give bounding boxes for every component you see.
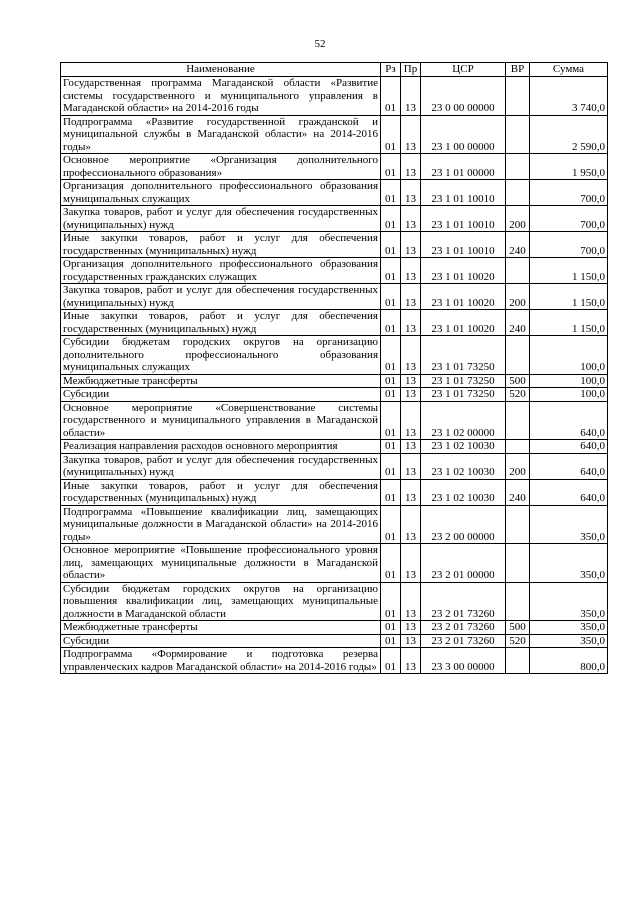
- cell-pr: 13: [401, 582, 421, 621]
- cell-name: Субсидии бюджетам городских округов на организацию повышения квалификации лиц, замещающих муниципальные должности в Магаданской области: [61, 582, 381, 621]
- cell-name: Организация дополнительного профессионального образования муниципальных служащих: [61, 180, 381, 206]
- cell-sum: 1 150,0: [530, 284, 608, 310]
- cell-vr: 200: [506, 453, 530, 479]
- cell-rz: 01: [381, 621, 401, 635]
- cell-pr: 13: [401, 180, 421, 206]
- cell-name: Иные закупки товаров, работ и услуг для обеспечения государственных (муниципальных) нужд: [61, 232, 381, 258]
- cell-pr: 13: [401, 206, 421, 232]
- cell-rz: 01: [381, 258, 401, 284]
- cell-csr: 23 1 01 10020: [421, 284, 506, 310]
- cell-sum: 700,0: [530, 180, 608, 206]
- cell-rz: 01: [381, 388, 401, 402]
- cell-pr: 13: [401, 401, 421, 440]
- cell-pr: 13: [401, 77, 421, 116]
- table-row: [61, 77, 608, 116]
- cell-pr: 13: [401, 374, 421, 388]
- cell-name: Межбюджетные трансферты: [61, 374, 381, 388]
- cell-pr: 13: [401, 621, 421, 635]
- table-row: [61, 453, 608, 479]
- cell-sum: 2 590,0: [530, 115, 608, 154]
- cell-vr: [506, 115, 530, 154]
- table-row: [61, 544, 608, 583]
- cell-sum: 100,0: [530, 374, 608, 388]
- cell-pr: 13: [401, 544, 421, 583]
- cell-vr: [506, 154, 530, 180]
- cell-sum: 700,0: [530, 232, 608, 258]
- cell-csr: 23 1 02 10030: [421, 440, 506, 454]
- cell-rz: 01: [381, 310, 401, 336]
- cell-pr: 13: [401, 440, 421, 454]
- cell-csr: 23 1 01 00000: [421, 154, 506, 180]
- cell-vr: [506, 648, 530, 674]
- cell-pr: 13: [401, 310, 421, 336]
- cell-csr: 23 3 00 00000: [421, 648, 506, 674]
- cell-name: Основное мероприятие «Организация дополнительного профессионального образования»: [61, 154, 381, 180]
- cell-name: Закупка товаров, работ и услуг для обеспечения государственных (муниципальных) нужд: [61, 284, 381, 310]
- header-name: Наименование: [61, 63, 381, 77]
- cell-vr: [506, 440, 530, 454]
- cell-name: Закупка товаров, работ и услуг для обеспечения государственных (муниципальных) нужд: [61, 453, 381, 479]
- table-header-row: [61, 63, 608, 77]
- cell-name: Реализация направления расходов основного мероприятия: [61, 440, 381, 454]
- table-row: [61, 401, 608, 440]
- cell-vr: 500: [506, 374, 530, 388]
- cell-sum: 350,0: [530, 582, 608, 621]
- table-row: [61, 440, 608, 454]
- table-row: [61, 634, 608, 648]
- cell-sum: 640,0: [530, 401, 608, 440]
- table-row: [61, 284, 608, 310]
- cell-vr: [506, 505, 530, 544]
- cell-rz: 01: [381, 232, 401, 258]
- cell-rz: 01: [381, 544, 401, 583]
- cell-rz: 01: [381, 154, 401, 180]
- cell-sum: 1 150,0: [530, 310, 608, 336]
- cell-rz: 01: [381, 453, 401, 479]
- budget-table: [60, 62, 608, 674]
- cell-csr: 23 1 01 73250: [421, 388, 506, 402]
- table-row: [61, 336, 608, 375]
- table-row: [61, 621, 608, 635]
- cell-csr: 23 1 01 10010: [421, 206, 506, 232]
- cell-rz: 01: [381, 284, 401, 310]
- cell-vr: [506, 180, 530, 206]
- cell-sum: 100,0: [530, 388, 608, 402]
- cell-pr: 13: [401, 284, 421, 310]
- cell-vr: [506, 582, 530, 621]
- cell-rz: 01: [381, 648, 401, 674]
- cell-sum: 800,0: [530, 648, 608, 674]
- cell-name: Основное мероприятие «Совершенствование системы государственного и муниципального управления в Магаданской области»: [61, 401, 381, 440]
- cell-pr: 13: [401, 388, 421, 402]
- cell-vr: [506, 258, 530, 284]
- table-row: [61, 180, 608, 206]
- table-row: [61, 648, 608, 674]
- table-row: [61, 258, 608, 284]
- table-row: [61, 374, 608, 388]
- header-pr: Пр: [401, 63, 421, 77]
- table-row: [61, 388, 608, 402]
- cell-pr: 13: [401, 232, 421, 258]
- cell-vr: 520: [506, 634, 530, 648]
- cell-sum: 1 950,0: [530, 154, 608, 180]
- cell-vr: 240: [506, 310, 530, 336]
- cell-sum: 350,0: [530, 634, 608, 648]
- table-row: [61, 310, 608, 336]
- cell-vr: [506, 544, 530, 583]
- cell-sum: 100,0: [530, 336, 608, 375]
- cell-vr: 200: [506, 284, 530, 310]
- cell-csr: 23 1 02 10030: [421, 479, 506, 505]
- cell-name: Субсидии: [61, 388, 381, 402]
- cell-sum: 1 150,0: [530, 258, 608, 284]
- table-row: [61, 479, 608, 505]
- cell-csr: 23 1 01 10020: [421, 258, 506, 284]
- page-number: 52: [314, 38, 326, 50]
- cell-csr: 23 2 01 00000: [421, 544, 506, 583]
- cell-csr: 23 2 01 73260: [421, 582, 506, 621]
- cell-rz: 01: [381, 115, 401, 154]
- table-row: [61, 206, 608, 232]
- cell-vr: 200: [506, 206, 530, 232]
- cell-csr: 23 1 01 10010: [421, 180, 506, 206]
- cell-vr: 240: [506, 232, 530, 258]
- cell-rz: 01: [381, 336, 401, 375]
- cell-name: Субсидии: [61, 634, 381, 648]
- cell-rz: 01: [381, 505, 401, 544]
- cell-csr: 23 2 01 73260: [421, 621, 506, 635]
- table-row: [61, 582, 608, 621]
- cell-name: Организация дополнительного профессионального образования государственных гражданских служащих: [61, 258, 381, 284]
- header-vr: ВР: [506, 63, 530, 77]
- cell-pr: 13: [401, 479, 421, 505]
- cell-rz: 01: [381, 401, 401, 440]
- cell-csr: 23 1 00 00000: [421, 115, 506, 154]
- cell-name: Подпрограмма «Формирование и подготовка резерва управленческих кадров Магаданской области» на 2014-2016 годы»: [61, 648, 381, 674]
- cell-rz: 01: [381, 206, 401, 232]
- cell-rz: 01: [381, 479, 401, 505]
- cell-vr: 500: [506, 621, 530, 635]
- cell-name: Государственная программа Магаданской области «Развитие системы государственного и муниципального управления в Магаданской области» на 2014-2016 годы: [61, 77, 381, 116]
- cell-vr: [506, 336, 530, 375]
- table-row: [61, 115, 608, 154]
- header-rz: Рз: [381, 63, 401, 77]
- cell-csr: 23 1 02 10030: [421, 453, 506, 479]
- cell-sum: 640,0: [530, 453, 608, 479]
- cell-csr: 23 1 02 00000: [421, 401, 506, 440]
- cell-rz: 01: [381, 374, 401, 388]
- table-row: [61, 505, 608, 544]
- cell-csr: 23 1 01 10010: [421, 232, 506, 258]
- cell-csr: 23 1 01 10020: [421, 310, 506, 336]
- cell-pr: 13: [401, 453, 421, 479]
- cell-csr: 23 0 00 00000: [421, 77, 506, 116]
- cell-rz: 01: [381, 180, 401, 206]
- cell-sum: 700,0: [530, 206, 608, 232]
- cell-vr: 240: [506, 479, 530, 505]
- cell-name: Закупка товаров, работ и услуг для обеспечения государственных (муниципальных) нужд: [61, 206, 381, 232]
- cell-rz: 01: [381, 440, 401, 454]
- cell-pr: 13: [401, 154, 421, 180]
- cell-pr: 13: [401, 115, 421, 154]
- cell-name: Основное мероприятие «Повышение профессионального уровня лиц, замещающих муниципальные должности в Магаданской области»: [61, 544, 381, 583]
- cell-rz: 01: [381, 634, 401, 648]
- cell-name: Подпрограмма «Развитие государственной гражданской и муниципальной службы в Магаданской области» на 2014-2016 годы»: [61, 115, 381, 154]
- cell-name: Межбюджетные трансферты: [61, 621, 381, 635]
- cell-pr: 13: [401, 336, 421, 375]
- header-sum: Сумма: [530, 63, 608, 77]
- cell-csr: 23 1 01 73250: [421, 336, 506, 375]
- cell-vr: [506, 401, 530, 440]
- cell-rz: 01: [381, 582, 401, 621]
- cell-sum: 3 740,0: [530, 77, 608, 116]
- cell-vr: [506, 77, 530, 116]
- cell-rz: 01: [381, 77, 401, 116]
- cell-vr: 520: [506, 388, 530, 402]
- cell-name: Подпрограмма «Повышение квалификации лиц, замещающих муниципальные должности в Магаданской области» на 2014-2016 годы»: [61, 505, 381, 544]
- cell-pr: 13: [401, 648, 421, 674]
- table-row: [61, 232, 608, 258]
- cell-sum: 350,0: [530, 505, 608, 544]
- cell-name: Субсидии бюджетам городских округов на организацию дополнительного профессионального образования муниципальных служащих: [61, 336, 381, 375]
- cell-sum: 640,0: [530, 440, 608, 454]
- cell-csr: 23 1 01 73250: [421, 374, 506, 388]
- cell-csr: 23 2 00 00000: [421, 505, 506, 544]
- cell-sum: 640,0: [530, 479, 608, 505]
- table-row: [61, 154, 608, 180]
- cell-pr: 13: [401, 505, 421, 544]
- cell-sum: 350,0: [530, 621, 608, 635]
- cell-sum: 350,0: [530, 544, 608, 583]
- cell-name: Иные закупки товаров, работ и услуг для обеспечения государственных (муниципальных) нужд: [61, 479, 381, 505]
- cell-csr: 23 2 01 73260: [421, 634, 506, 648]
- cell-name: Иные закупки товаров, работ и услуг для обеспечения государственных (муниципальных) нужд: [61, 310, 381, 336]
- header-csr: ЦСР: [421, 63, 506, 77]
- cell-pr: 13: [401, 258, 421, 284]
- cell-pr: 13: [401, 634, 421, 648]
